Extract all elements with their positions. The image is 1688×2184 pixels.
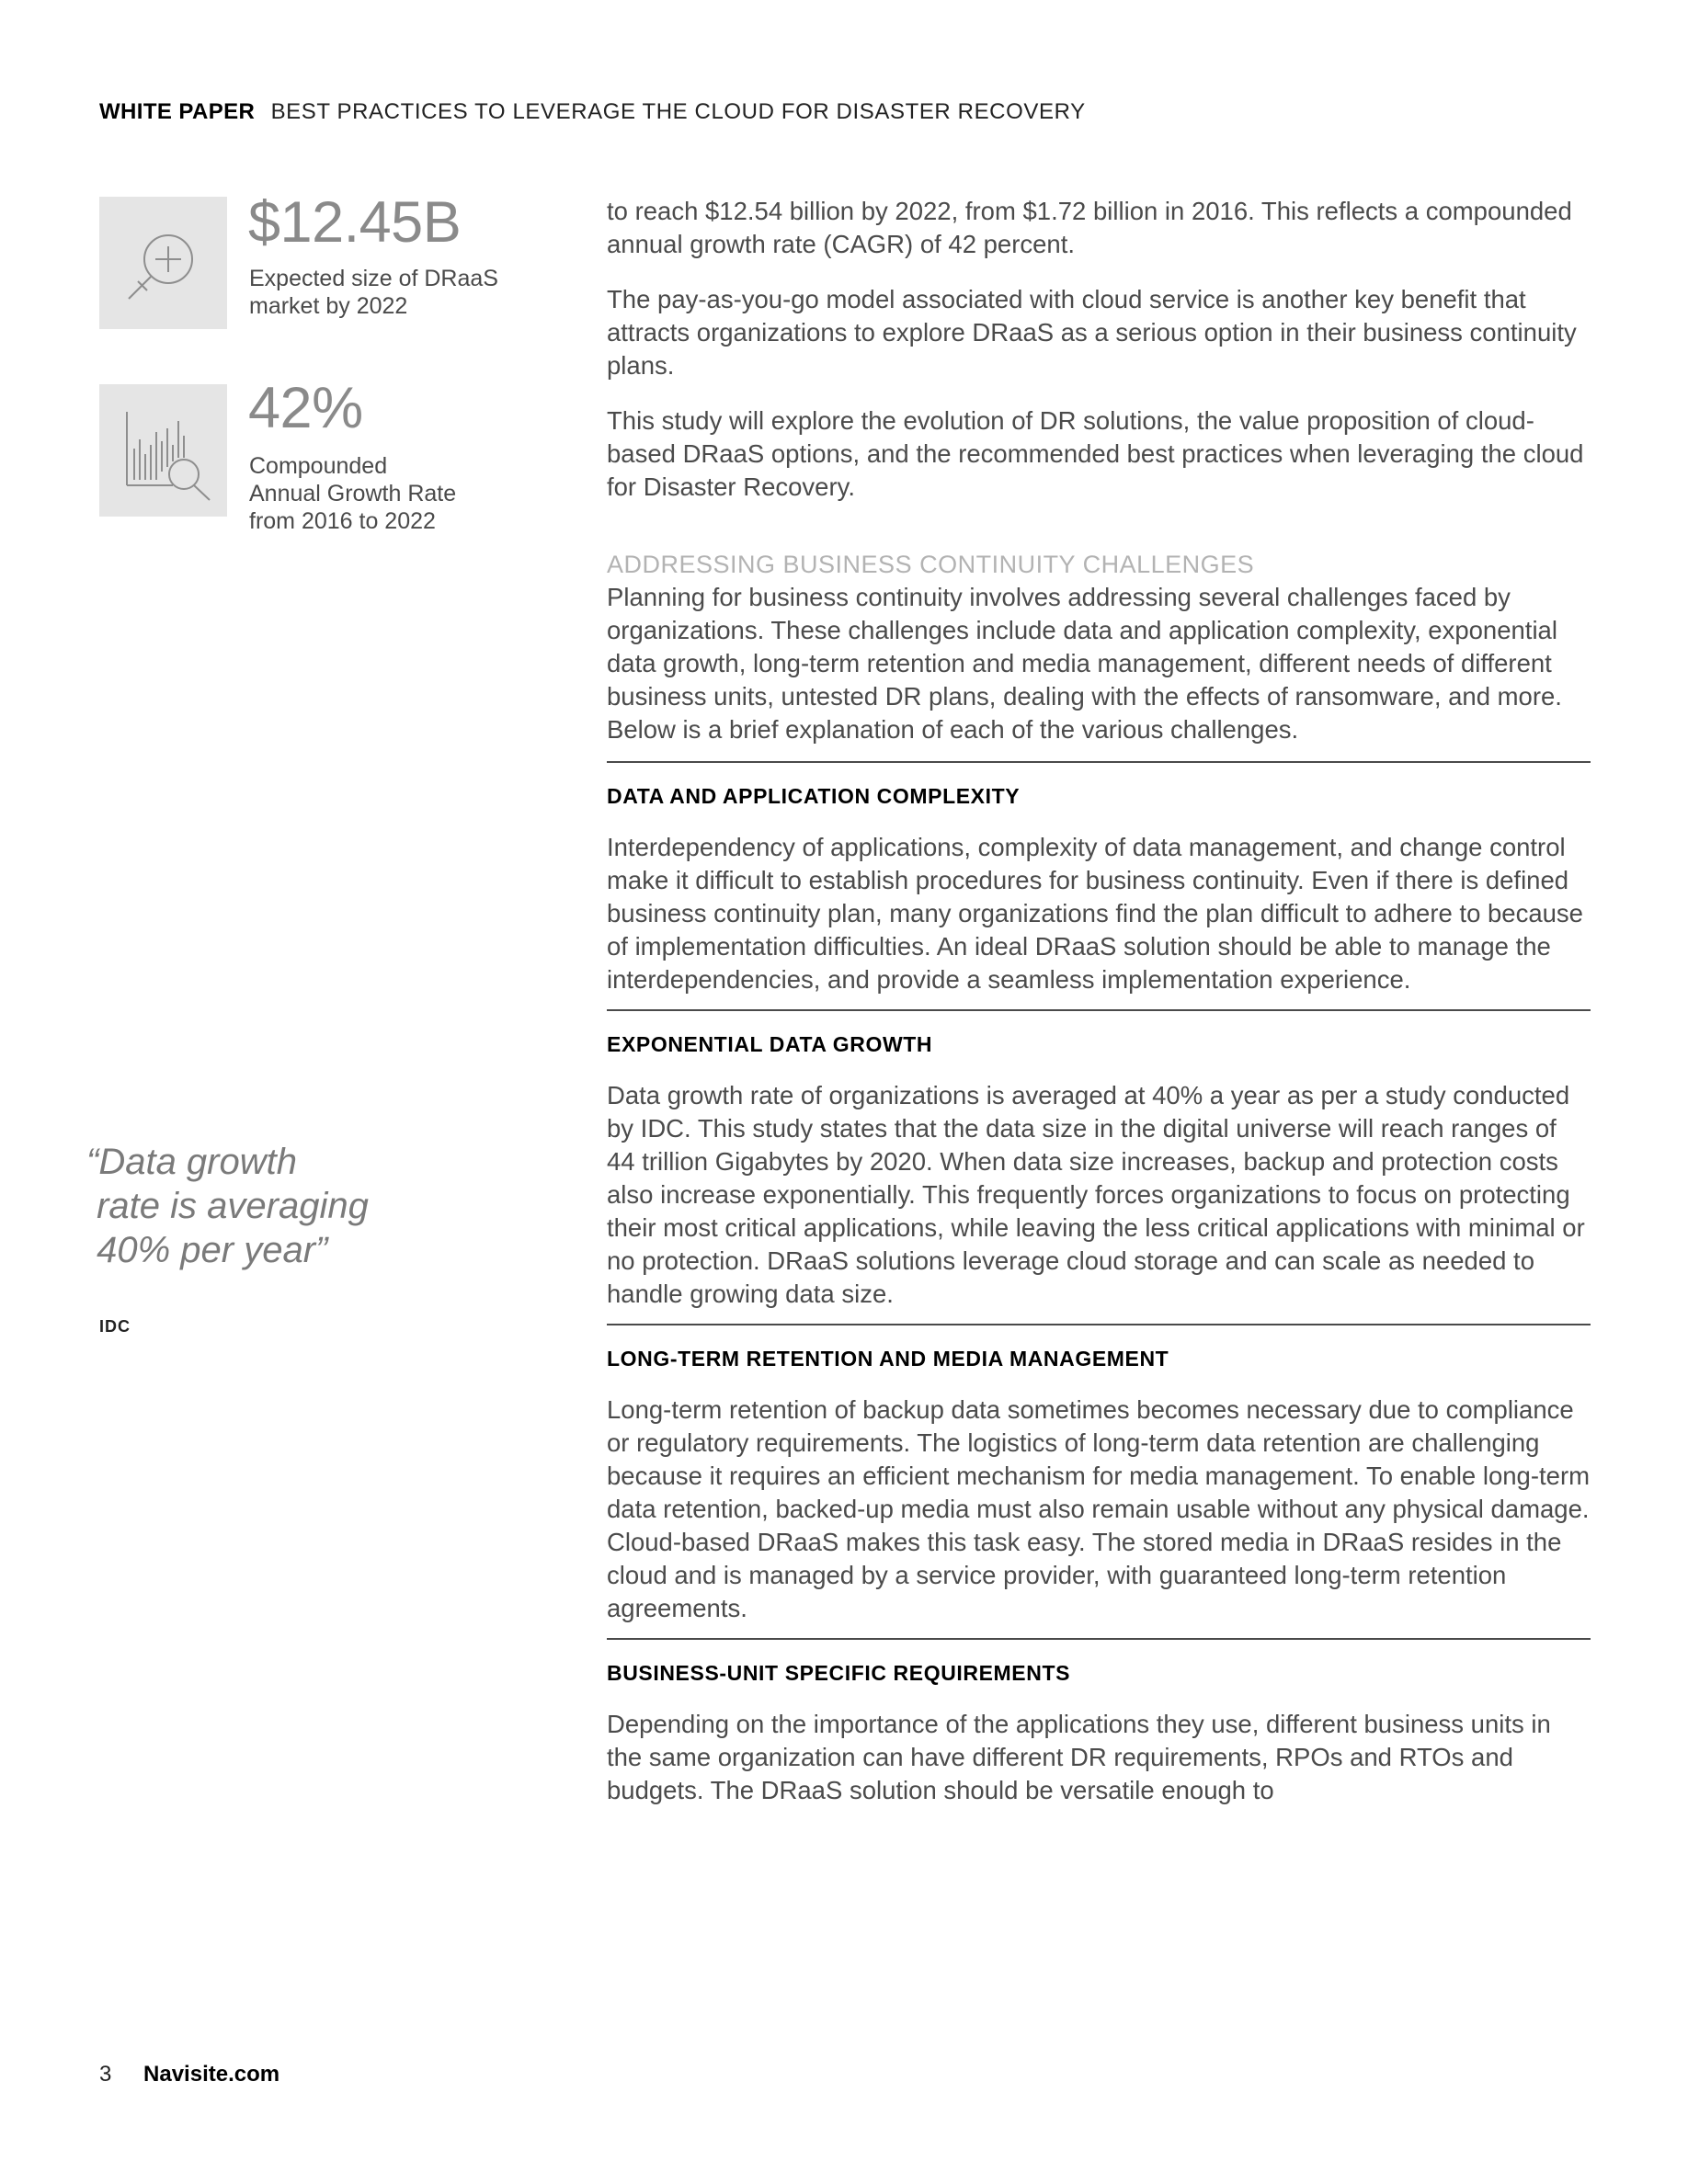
intro-paragraph: The pay-as-you-go model associated with cloud service is another key benefit that attracts organizations to explore DRaaS as a serious option in their business continuity plans. <box>607 285 1577 380</box>
bar-chart-magnify-icon <box>99 384 227 517</box>
challenge-title: EXPONENTIAL DATA GROWTH <box>607 1032 933 1056</box>
challenge-title: DATA AND APPLICATION COMPLEXITY <box>607 784 1021 808</box>
stat-value: $12.45B <box>248 190 462 255</box>
challenge-body: Interdependency of applications, complexity of data management, and change control make it difficult to establish procedures for business continuity. Even if there is defined business continuity plan, many organizations find the plan difficult to adhere to because of implementation difficulties. An ideal DRaaS solution should be able to manage the interdependencies, and provide a seamless implementation experience. <box>607 833 1583 994</box>
challenge-body: Long-term retention of backup data sometimes becomes necessary due to compliance or regulatory requirements. The logistics of long-term data retention are challenging because it requires an efficient mechanism for media management. To enable long-term data retention, backed-up media must also remain usable without any physical damage. Cloud-based DRaaS makes this task easy. The stored media in DRaaS resides in the cloud and is managed by a service provider, with guaranteed long-term retention agreements. <box>607 1395 1591 1622</box>
intro-paragraph: to reach $12.54 billion by 2022, from $1.72 billion in 2016. This reflects a compounded annual growth rate (CAGR) of 42 percent. <box>607 197 1572 258</box>
challenge-section <box>607 761 1591 996</box>
stat-icon-tile <box>99 197 227 329</box>
main-column <box>607 195 1591 1820</box>
challenge-title: BUSINESS-UNIT SPECIFIC REQUIREMENTS <box>607 1661 1071 1685</box>
challenge-section <box>607 1638 1591 1807</box>
footer-site-link[interactable]: Navisite.com <box>143 2062 280 2087</box>
challenge-section <box>607 1324 1591 1625</box>
stat-value: 42% <box>248 376 363 440</box>
stat-label: Compounded Annual Growth Rate from 2016 to 2022 <box>249 453 457 534</box>
challenge-body: Data growth rate of organizations is averaged at 40% a year as per a study conducted by IDC. This study states that the data size in the digital universe will reach ranges of 44 trillion Gigabytes by 2020. When data size increases, backup and protection costs also increase exponentially. This frequently forces organizations to focus on protecting their most critical applications, while leaving the less critical applications with minimal or no protection. DRaaS solutions leverage cloud storage and can scale as needed to handle growing data size. <box>607 1081 1585 1308</box>
page-footer <box>99 2062 279 2087</box>
section-heading: ADDRESSING BUSINESS CONTINUITY CHALLENGES <box>607 551 1255 578</box>
document-title: BEST PRACTICES TO LEVERAGE THE CLOUD FOR DISASTER RECOVERY <box>270 99 1086 124</box>
section-intro: Planning for business continuity involves addressing several challenges faced by organizations. These challenges include data and application complexity, exponential data growth, long-term retention and media management, different needs of different business units, untested DR plans, dealing with the effects of ransomware, and more. Below is a brief explanation of each of the various challenges. <box>607 583 1562 744</box>
document-header <box>99 99 1086 125</box>
magnify-plus-icon <box>99 197 227 329</box>
challenge-body: Depending on the importance of the applications they use, different business units in the same organization can have different DR requirements, RPOs and RTOs and budgets. The DRaaS solution should be versatile enough to <box>607 1710 1551 1804</box>
challenge-title: LONG-TERM RETENTION AND MEDIA MANAGEMENT <box>607 1347 1169 1371</box>
stat-label: Expected size of DRaaS market by 2022 <box>249 266 498 319</box>
stat-growth-rate <box>99 376 559 605</box>
challenge-section <box>607 1009 1591 1311</box>
stat-icon-tile <box>99 384 227 517</box>
pull-quote-source: IDC <box>99 1317 131 1336</box>
intro-paragraph: This study will explore the evolution of DR solutions, the value proposition of cloud-based DRaaS options, and the recommended best practices when leveraging the cloud for Disaster Recovery. <box>607 406 1584 501</box>
document-type-label: WHITE PAPER <box>99 99 256 124</box>
page-number: 3 <box>99 2062 112 2087</box>
pull-quote: “Data growth rate is averaging 40% per year” <box>86 1142 369 1270</box>
